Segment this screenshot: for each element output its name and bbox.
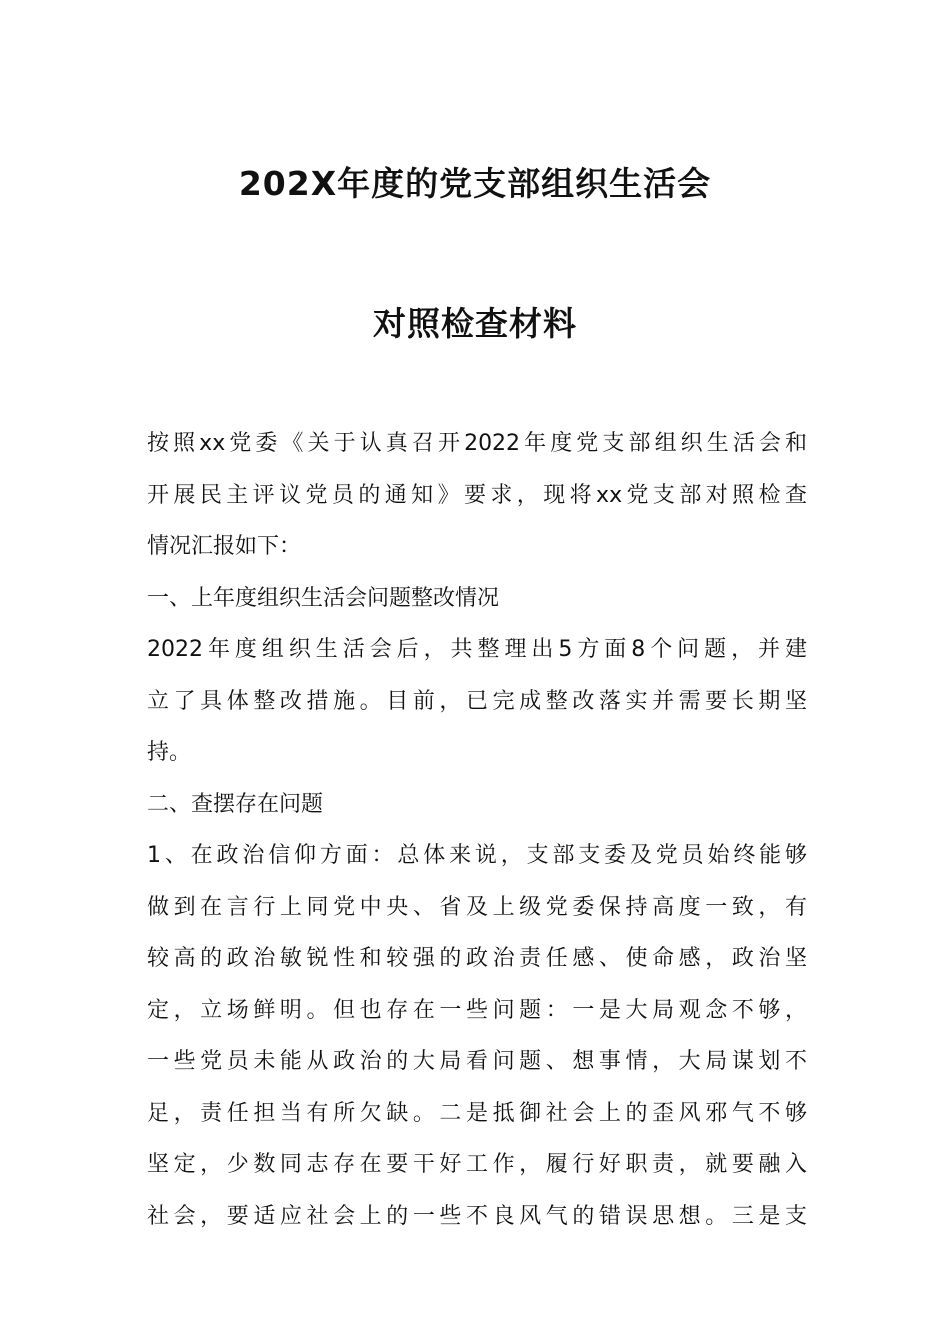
- document-title-line-1: 202X年度的党支部组织生活会: [238, 164, 712, 203]
- body-line: 开展民主评议党员的通知》要求，现将xx党支部对照检查: [147, 482, 807, 508]
- body-line: 坚定，少数同志存在要干好工作，履行好职责，就要融入: [147, 1152, 807, 1177]
- body-line: 立了具体整改措施。目前，已完成整改落实并需要长期坚: [147, 688, 807, 714]
- body-line: 持。: [147, 740, 192, 765]
- document-body: [147, 418, 807, 1242]
- body-line: 定，立场鲜明。但也存在一些问题：一是大局观念不够，: [147, 997, 807, 1023]
- body-line: 较高的政治敏锐性和较强的政治责任感、使命感，政治坚: [147, 946, 807, 971]
- body-line: 1、在政治信仰方面：总体来说，支部支委及党员始终能够: [147, 843, 807, 868]
- section-heading: 一、上年度组织生活会问题整改情况: [147, 585, 500, 611]
- body-line: 一些党员未能从政治的大局看问题、想事情，大局谋划不: [147, 1049, 807, 1074]
- body-line: 2022年度组织生活会后，共整理出5方面8个问题，并建: [147, 637, 807, 662]
- body-line: 社会，要适应社会上的一些不良风气的错误思想。三是支: [147, 1203, 807, 1229]
- body-line: 做到在言行上同党中央、省及上级党委保持高度一致，有: [147, 894, 807, 920]
- section-heading: 二、查摆存在问题: [147, 791, 324, 817]
- body-line: 情况汇报如下：: [147, 534, 302, 559]
- document-title-line-2: 对照检查材料: [373, 304, 577, 343]
- body-line: 足，责任担当有所欠缺。二是抵御社会上的歪风邪气不够: [147, 1100, 807, 1126]
- body-line: 按照xx党委《关于认真召开2022年度党支部组织生活会和: [147, 431, 807, 456]
